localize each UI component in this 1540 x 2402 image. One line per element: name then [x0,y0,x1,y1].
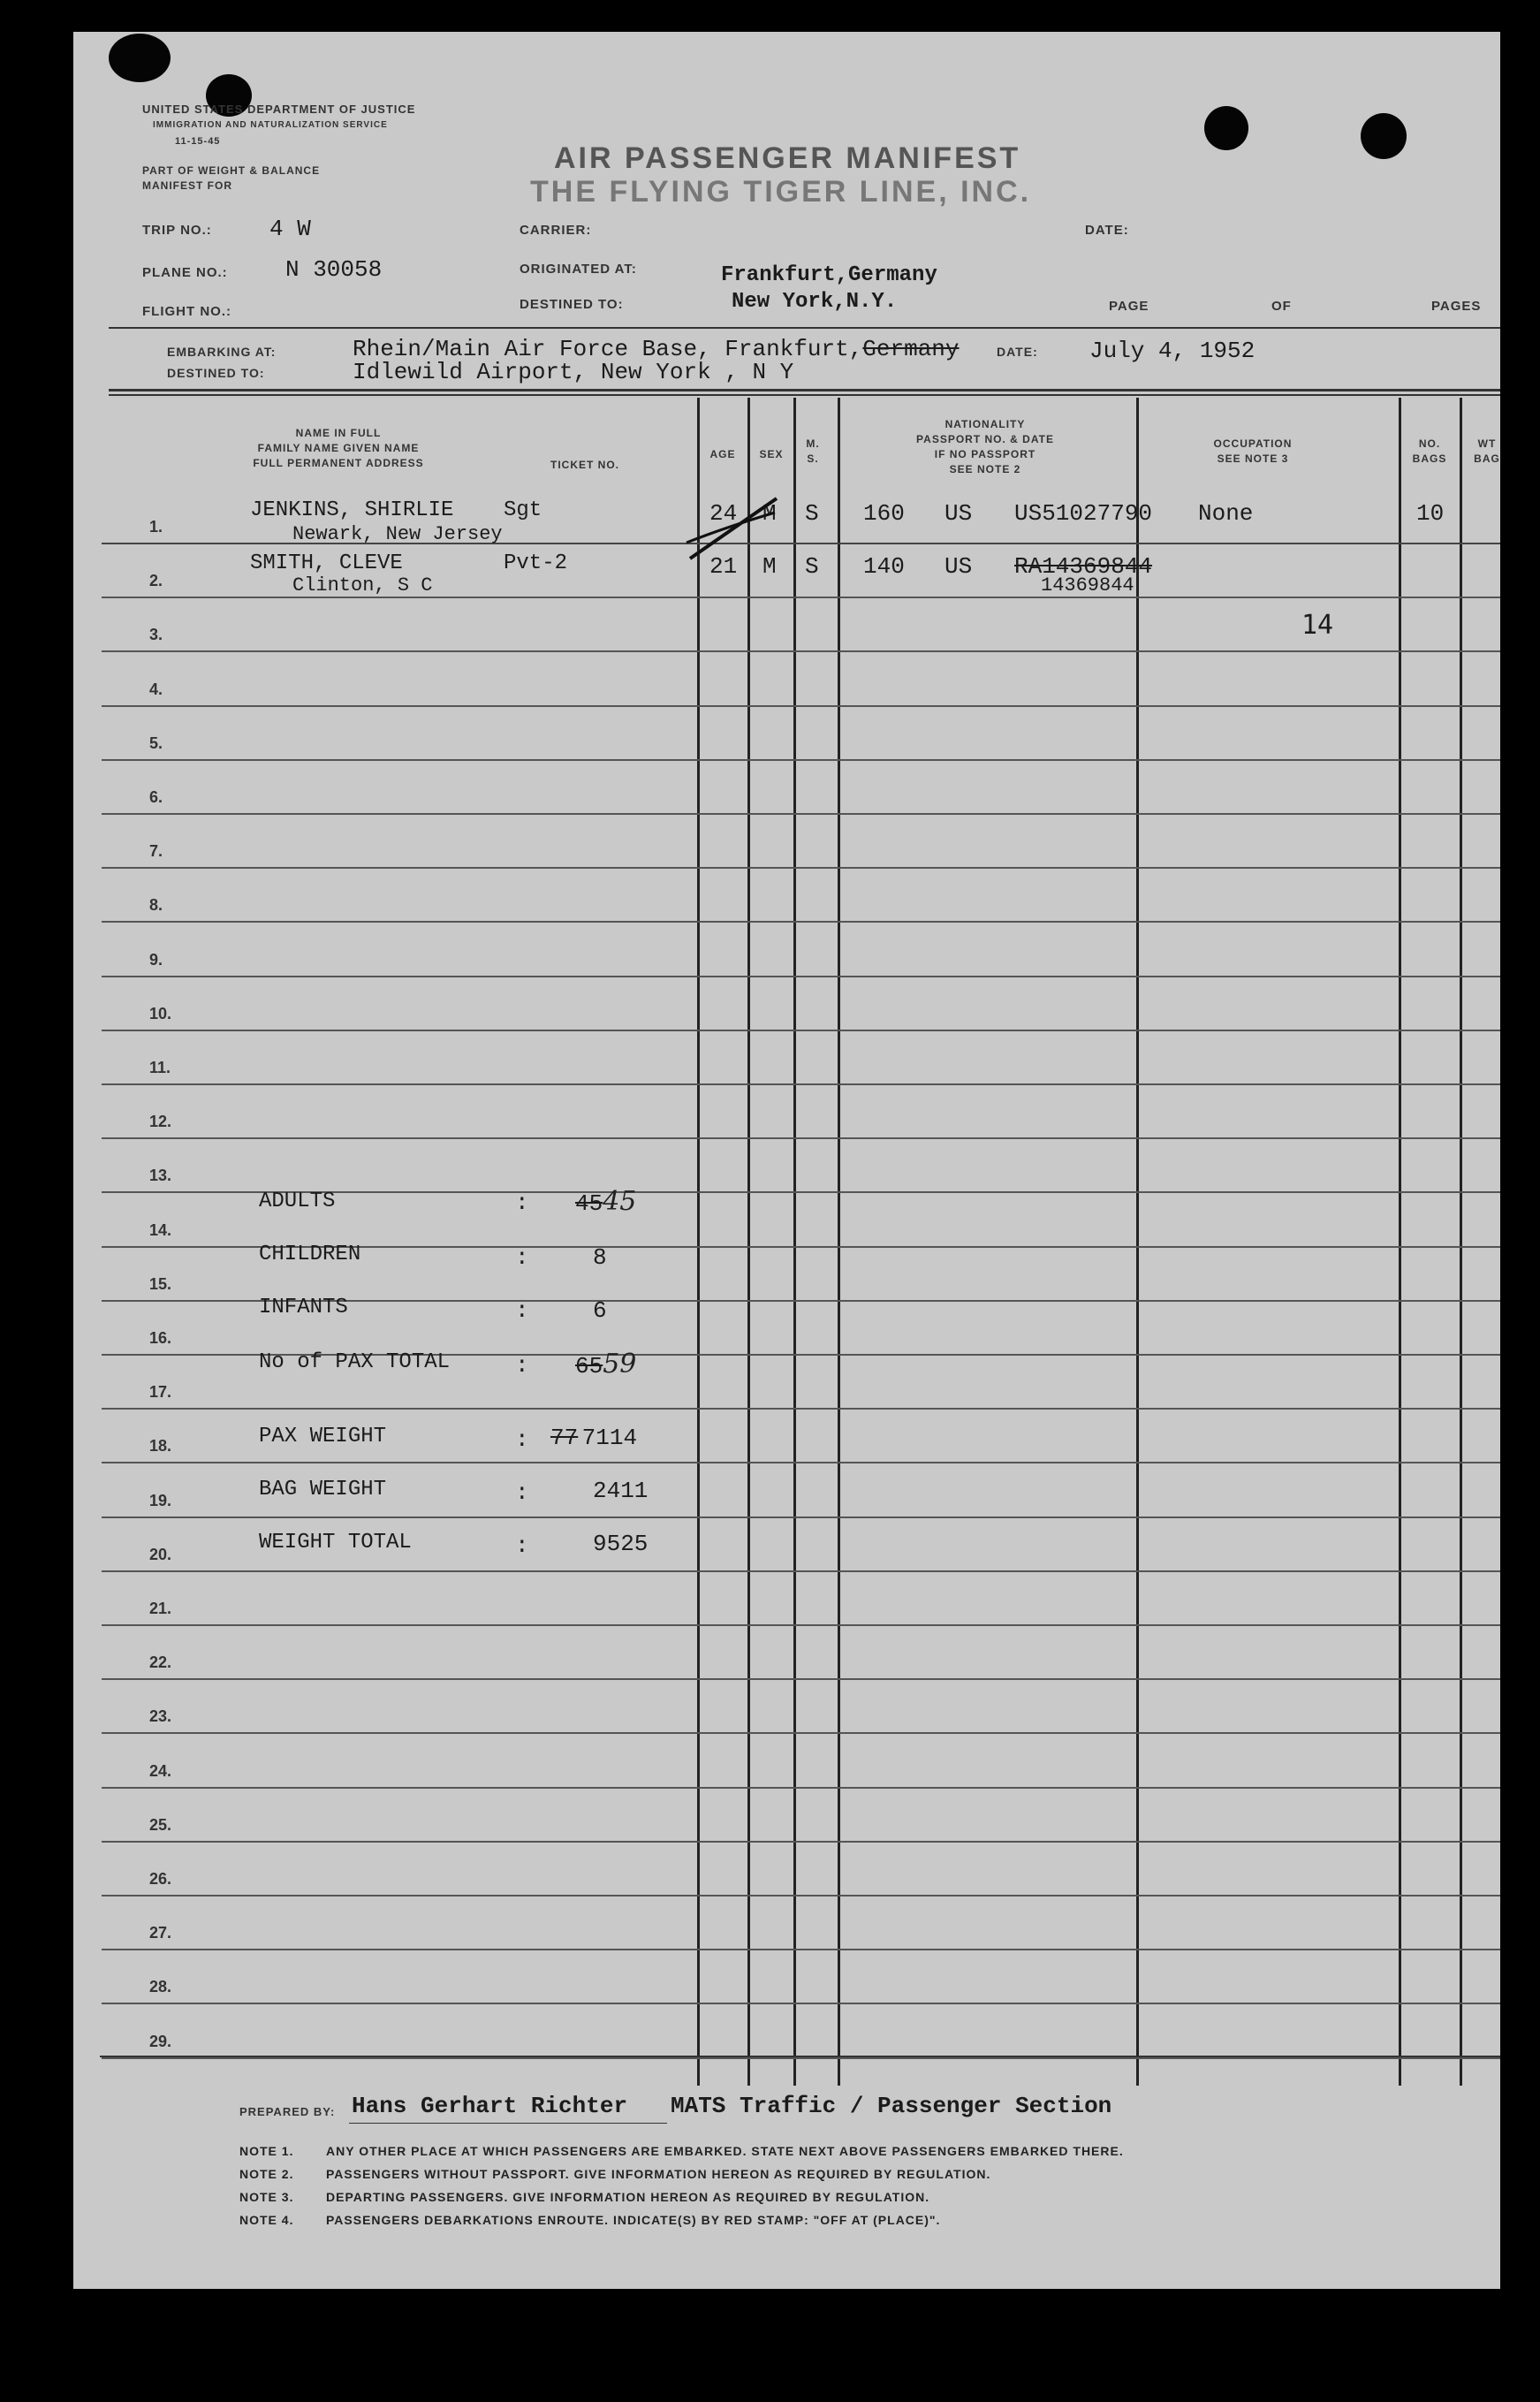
row-number: 14. [149,1220,172,1239]
row-number: 27. [149,1924,172,1942]
passenger-2-rank: Pvt-2 [504,551,568,575]
bag-weight-colon: : [515,1479,529,1506]
weight-total-colon: : [515,1532,529,1559]
notes [239,2144,1124,2229]
row-line [102,921,1500,923]
adults-label: ADULTS [259,1190,336,1213]
row-number: 12. [149,1113,172,1131]
weight-total-label: WEIGHT TOTAL [259,1531,412,1554]
signature-line [349,2123,667,2124]
adults-value: 45 [603,1186,637,1217]
margin-mark: 14 [1301,610,1334,641]
destined-value: New York,N.Y. [732,290,898,314]
ink-blot [109,34,171,82]
passenger-2-age: 21 [709,553,738,580]
check-mark [683,491,789,571]
destined-to-value: Idlewild Airport, New York , N Y [353,359,794,385]
row-number: 2. [149,572,163,590]
passenger-2-passport-struck: RA14369844 [1014,553,1153,580]
passenger-1-weight: 160 [863,500,905,527]
row-line [102,1841,1500,1843]
row-line [102,1083,1500,1085]
row-number: 3. [149,626,163,644]
bag-weight-value: 2411 [593,1478,649,1504]
row-line [102,597,1500,598]
manifest-page [73,32,1500,2289]
row-number: 21. [149,1600,172,1617]
infants-colon: : [515,1297,529,1324]
prepared-department: MATS Traffic / Passenger Section [671,2093,1112,2119]
children-colon: : [515,1244,529,1271]
carrier-label: CARRIER: [520,223,592,238]
row-line [102,1137,1500,1139]
passenger-1-nationality: US [944,500,973,527]
passenger-2-passport: 14369844 [1041,574,1134,597]
bag-weight-label: BAG WEIGHT [259,1478,387,1501]
infants-label: INFANTS [259,1296,348,1319]
passenger-1-rank: Sgt [504,498,542,522]
row-number: 29. [149,2032,172,2050]
pax-total-colon: : [515,1352,529,1379]
divider [109,394,1500,396]
row-line [102,1408,1500,1410]
row-line [102,1895,1500,1897]
col-header-ms: M. S. [806,437,820,465]
row-number: 1. [149,518,163,536]
col-header-ticket: TICKET NO. [550,459,619,471]
row-number: 15. [149,1274,172,1293]
flight-label: FLIGHT NO.: [142,304,231,319]
infants-value: 6 [593,1297,607,1324]
row-number: 22. [149,1653,172,1672]
row-number: 23. [149,1707,172,1726]
row-line [102,1787,1500,1789]
row-number: 7. [149,842,163,861]
row-number: 25. [149,1815,172,1834]
embarking-struck: Germany [862,336,960,362]
row-number: 19. [149,1491,172,1509]
children-value: 8 [593,1244,607,1271]
passenger-1-address: Newark, New Jersey [292,523,503,545]
manifest-title: AIR PASSENGER MANIFEST [554,141,1021,175]
passenger-2-nationality: US [944,553,973,580]
divider [100,2056,1500,2057]
passenger-1-sex: M [762,500,777,527]
row-number: 13. [149,1167,172,1185]
embarking-label: EMBARKING AT: [167,345,277,359]
row-number: 20. [149,1545,172,1563]
row-number: 17. [149,1383,172,1402]
passenger-2-weight: 140 [863,553,905,580]
plane-label: PLANE NO.: [142,265,228,280]
col-header-bags: NO. BAGS [1412,437,1447,465]
row-line [102,813,1500,815]
row-number: 24. [149,1761,172,1780]
pax-weight-label: PAX WEIGHT [259,1425,387,1448]
passenger-1-ms: S [805,500,819,527]
divider [109,327,1500,329]
col-header-weight: WT BAG [1474,437,1500,465]
carrier-company: THE FLYING TIGER LINE, INC. [530,175,1032,209]
agency-line2: IMMIGRATION AND NATURALIZATION SERVICE [153,120,388,130]
row-line [102,759,1500,761]
prepared-name: Hans Gerhart Richter [352,2093,628,2119]
row-line [102,1949,1500,1950]
of-label: OF [1271,299,1292,314]
date-label-top: DATE: [1085,223,1129,238]
row-number: 26. [149,1870,172,1888]
punch-hole [1204,106,1248,150]
pax-total-value: 59 [603,1349,637,1380]
row-number: 6. [149,788,163,806]
weight-note-line1: PART OF WEIGHT & BALANCE [142,164,321,177]
trip-label: TRIP NO.: [142,223,212,238]
weight-total-value: 9525 [593,1531,649,1557]
passenger-1-passport: US51027790 [1014,500,1153,527]
row-line [102,1030,1500,1031]
passenger-2-ms: S [805,553,819,580]
row-line [102,1516,1500,1518]
prepared-label: PREPARED BY: [239,2105,336,2118]
pax-total-group: 6559 [575,1349,637,1380]
embarking-value: Rhein/Main Air Force Base, Frankfurt, [353,336,863,362]
destined-label: DESTINED TO: [520,297,624,312]
pax-weight-group: 77 7114 [550,1425,638,1451]
pages-label: PAGES [1431,299,1482,314]
row-number: 10. [149,1004,172,1022]
passenger-2-name: SMITH, CLEVE [250,551,403,575]
note-2: NOTE 2. PASSENGERS WITHOUT PASSPORT. GIVE INFORMATION HEREON AS REQUIRED BY REGULATION. [239,2167,991,2181]
row-number: 5. [149,734,163,752]
row-number: 4. [149,680,163,698]
col-header-name: NAME IN FULL FAMILY NAME GIVEN NAME FULL PERMANENT ADDRESS [253,427,424,469]
page-label: PAGE [1109,299,1149,314]
destined-to-label: DESTINED TO: [167,366,265,380]
passenger-1-name: JENKINS, SHIRLIE [250,498,454,522]
row-line [102,976,1500,977]
row-number: 11. [149,1059,171,1076]
date-value: July 4, 1952 [1089,338,1256,364]
passenger-2-address: Clinton, S C [292,574,433,597]
row-number: 28. [149,1978,172,1996]
row-line [102,1732,1500,1734]
row-line [102,705,1500,707]
originated-label: ORIGINATED AT: [520,262,637,277]
trip-value: 4 W [269,216,311,242]
row-line [102,1678,1500,1680]
children-label: CHILDREN [259,1243,361,1266]
passenger-1-bags: 10 [1416,500,1445,527]
row-number: 8. [149,896,163,915]
adults-colon: : [515,1190,529,1216]
row-number: 16. [149,1329,172,1347]
date-label: DATE: [997,345,1038,359]
punch-hole [1361,113,1407,159]
passenger-2-sex: M [762,553,777,580]
plane-value: N 30058 [285,256,383,283]
note-1: NOTE 1. ANY OTHER PLACE AT WHICH PASSENGERS ARE EMBARKED. STATE NEXT ABOVE PASSENGERS EMBARKED THERE. [239,2144,1124,2158]
row-line [102,1462,1500,1463]
passenger-1-age: 24 [709,500,738,527]
passenger-1-occupation: None [1198,500,1254,527]
pax-weight-value: 7114 [581,1425,638,1451]
row-line [102,650,1500,652]
col-header-sex: SEX [759,448,784,460]
originated-value: Frankfurt,Germany [721,263,937,287]
divider [109,389,1500,391]
weight-note-line2: MANIFEST FOR [142,179,232,192]
col-header-occupation: OCCUPATION SEE NOTE 3 [1213,437,1293,465]
pax-total-label: No of PAX TOTAL [259,1350,451,1374]
row-line [102,867,1500,869]
pax-weight-colon: : [515,1426,529,1453]
note-4: NOTE 4. PASSENGERS DEBARKATIONS ENROUTE. INDICATE(S) BY RED STAMP: "OFF AT (PLACE)". [239,2213,941,2227]
note-3: NOTE 3. DEPARTING PASSENGERS. GIVE INFORMATION HEREON AS REQUIRED BY REGULATION. [239,2190,930,2204]
col-header-nationality: NATIONALITY PASSPORT NO. & DATE IF NO PASSPORT SEE NOTE 2 [916,418,1054,475]
form-number: 11-15-45 [175,136,221,147]
row-number: 18. [149,1437,172,1456]
row-line [102,1570,1500,1572]
agency-line1: UNITED STATES DEPARTMENT OF JUSTICE [142,103,416,116]
row-line [102,2003,1500,2004]
adults-value-group: 4545 [575,1186,637,1217]
col-header-age: AGE [709,448,736,460]
row-number: 9. [149,950,163,969]
row-line [102,1624,1500,1626]
